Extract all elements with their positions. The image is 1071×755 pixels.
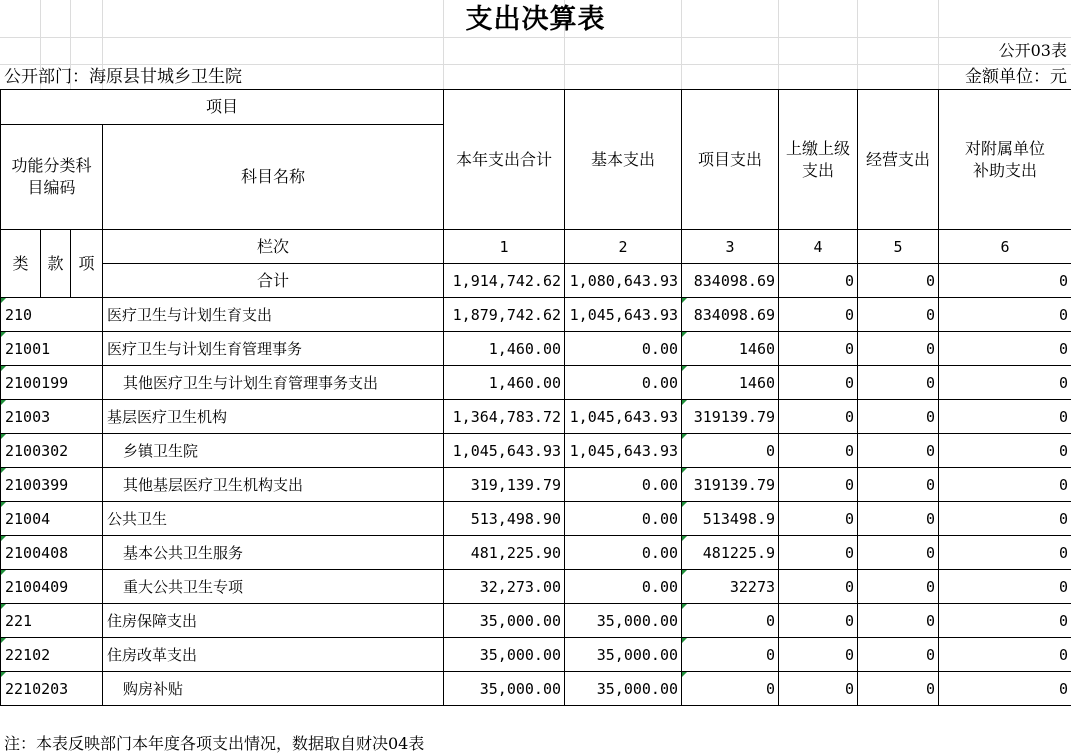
department-label: 公开部门：海原县甘城乡卫生院 [4,67,242,87]
amount-upper: 0 [779,536,858,570]
table-row [1,536,1071,570]
column-number-3: 3 [682,230,779,264]
header-subject-name: 科目名称 [103,125,444,230]
amount-project: 0 [682,604,779,638]
table-row [1,570,1071,604]
total-upper: 0 [779,264,858,298]
amount-upper: 0 [779,366,858,400]
amount-basic: 1,045,643.93 [565,434,682,468]
amount-basic: 0.00 [565,536,682,570]
header-business: 经营支出 [858,90,939,230]
amount-upper: 0 [779,604,858,638]
expenditure-table [0,89,1071,706]
amount-subsidy: 0 [939,434,1071,468]
amount-upper: 0 [779,570,858,604]
amount-project: 481225.9 [682,536,779,570]
table-row [1,332,1071,366]
table-row [1,366,1071,400]
subject-name: 乡镇卫生院 [103,434,444,468]
amount-total: 1,460.00 [444,366,565,400]
amount-basic: 1,045,643.93 [565,400,682,434]
amount-subsidy: 0 [939,672,1071,706]
amount-basic: 0.00 [565,570,682,604]
amount-project: 1460 [682,332,779,366]
subject-code: 22102 [1,638,103,672]
amount-business: 0 [858,638,939,672]
amount-subsidy: 0 [939,570,1071,604]
amount-total: 319,139.79 [444,468,565,502]
total-basic: 1,080,643.93 [565,264,682,298]
table-row [1,502,1071,536]
table-row [1,400,1071,434]
column-number-5: 5 [858,230,939,264]
column-number-4: 4 [779,230,858,264]
table-row [1,604,1071,638]
header-xiang: 项 [71,230,103,298]
amount-basic: 0.00 [565,468,682,502]
subject-code: 2100302 [1,434,103,468]
amount-subsidy: 0 [939,332,1071,366]
subject-name: 医疗卫生与计划生育管理事务 [103,332,444,366]
column-number-2: 2 [565,230,682,264]
header-kuan: 款 [41,230,71,298]
table-row [1,434,1071,468]
subject-name: 购房补贴 [103,672,444,706]
amount-basic: 0.00 [565,332,682,366]
amount-basic: 35,000.00 [565,638,682,672]
amount-project: 1460 [682,366,779,400]
total-row [1,264,1071,298]
amount-business: 0 [858,366,939,400]
header-function-code: 功能分类科目编码 [1,125,103,230]
amount-unit-label: 金额单位：元 [959,65,1067,89]
table-row [1,672,1071,706]
amount-total: 481,225.90 [444,536,565,570]
amount-basic: 35,000.00 [565,672,682,706]
form-number: 公开03表 [995,38,1067,64]
amount-total: 32,273.00 [444,570,565,604]
subject-name: 住房保障支出 [103,604,444,638]
amount-project: 0 [682,638,779,672]
table-row [1,468,1071,502]
amount-business: 0 [858,536,939,570]
amount-total: 1,045,643.93 [444,434,565,468]
amount-upper: 0 [779,298,858,332]
amount-project: 319139.79 [682,468,779,502]
total-label: 合计 [103,264,444,298]
amount-business: 0 [858,400,939,434]
amount-subsidy: 0 [939,400,1071,434]
footnote: 注：本表反映部门本年度各项支出情况，数据取自财决04表 [4,734,425,753]
subject-code: 2100409 [1,570,103,604]
page-title: 支出决算表 [465,4,606,35]
subject-code: 210 [1,298,103,332]
amount-subsidy: 0 [939,468,1071,502]
amount-basic: 0.00 [565,366,682,400]
amount-subsidy: 0 [939,536,1071,570]
amount-total: 35,000.00 [444,672,565,706]
header-upper: 上缴上级支出 [779,90,858,230]
subject-name: 基层医疗卫生机构 [103,400,444,434]
amount-subsidy: 0 [939,366,1071,400]
column-number-6: 6 [939,230,1071,264]
total-business: 0 [858,264,939,298]
header-project-expense: 项目支出 [682,90,779,230]
subject-code: 2100408 [1,536,103,570]
column-number-1: 1 [444,230,565,264]
subject-name: 其他基层医疗卫生机构支出 [103,468,444,502]
amount-subsidy: 0 [939,298,1071,332]
subject-name: 公共卫生 [103,502,444,536]
subject-code: 2100199 [1,366,103,400]
amount-total: 35,000.00 [444,638,565,672]
amount-upper: 0 [779,434,858,468]
subject-name: 医疗卫生与计划生育支出 [103,298,444,332]
amount-total: 35,000.00 [444,604,565,638]
subject-name: 住房改革支出 [103,638,444,672]
subject-code: 2100399 [1,468,103,502]
amount-upper: 0 [779,672,858,706]
subject-name: 重大公共卫生专项 [103,570,444,604]
subject-name: 基本公共卫生服务 [103,536,444,570]
subject-code: 21001 [1,332,103,366]
amount-total: 513,498.90 [444,502,565,536]
header-subsidy: 对附属单位补助支出 [939,90,1071,230]
amount-project: 0 [682,434,779,468]
table-row [1,638,1071,672]
header-basic: 基本支出 [565,90,682,230]
amount-project: 834098.69 [682,298,779,332]
subject-code: 21004 [1,502,103,536]
header-total: 本年支出合计 [444,90,565,230]
total-project: 834098.69 [682,264,779,298]
amount-basic: 1,045,643.93 [565,298,682,332]
amount-business: 0 [858,604,939,638]
amount-total: 1,364,783.72 [444,400,565,434]
header-lei: 类 [1,230,41,298]
amount-business: 0 [858,502,939,536]
table-row [1,298,1071,332]
amount-subsidy: 0 [939,604,1071,638]
amount-project: 32273 [682,570,779,604]
amount-business: 0 [858,570,939,604]
amount-upper: 0 [779,400,858,434]
amount-subsidy: 0 [939,502,1071,536]
amount-business: 0 [858,298,939,332]
amount-upper: 0 [779,502,858,536]
subject-code: 21003 [1,400,103,434]
subject-code: 2210203 [1,672,103,706]
subject-name: 其他医疗卫生与计划生育管理事务支出 [103,366,444,400]
header-lanci: 栏次 [103,230,444,264]
amount-upper: 0 [779,638,858,672]
total-amount: 1,914,742.62 [444,264,565,298]
header-project: 项目 [1,90,444,125]
amount-business: 0 [858,468,939,502]
amount-project: 319139.79 [682,400,779,434]
amount-upper: 0 [779,332,858,366]
total-subsidy: 0 [939,264,1071,298]
amount-business: 0 [858,434,939,468]
subject-code: 221 [1,604,103,638]
amount-basic: 35,000.00 [565,604,682,638]
amount-upper: 0 [779,468,858,502]
amount-total: 1,460.00 [444,332,565,366]
amount-basic: 0.00 [565,502,682,536]
amount-business: 0 [858,332,939,366]
amount-subsidy: 0 [939,638,1071,672]
amount-project: 513498.9 [682,502,779,536]
amount-business: 0 [858,672,939,706]
amount-project: 0 [682,672,779,706]
amount-total: 1,879,742.62 [444,298,565,332]
